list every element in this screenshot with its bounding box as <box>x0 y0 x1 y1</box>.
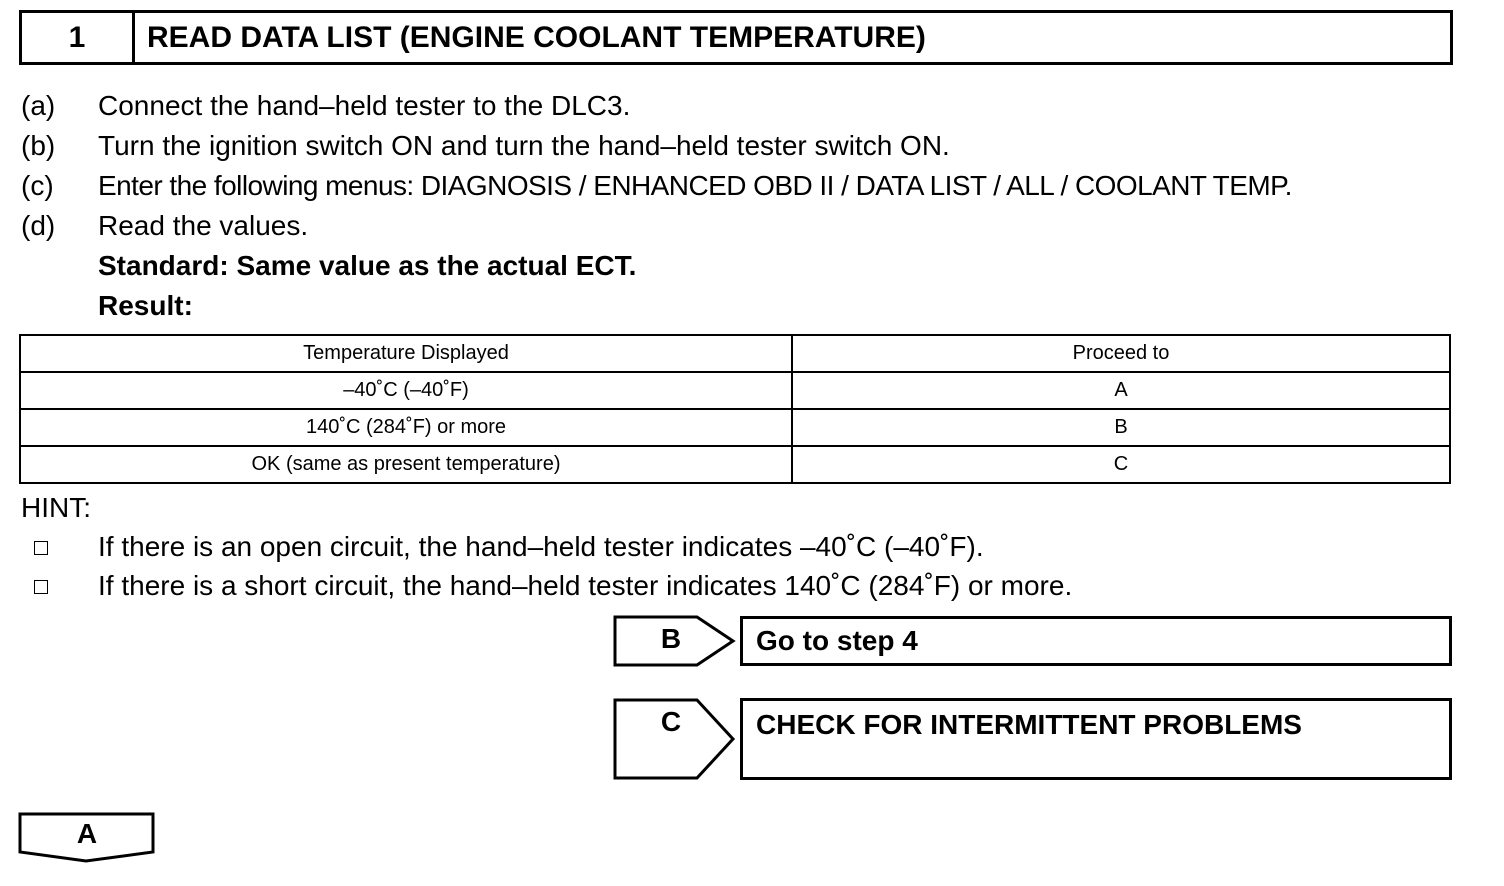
table-header-temperature: Temperature Displayed <box>20 335 792 372</box>
step-number: 1 <box>22 13 135 62</box>
table-header-row <box>20 335 1450 372</box>
hint-item: If there is an open circuit, the hand–held tester indicates –40˚C (–40˚F). <box>98 531 984 562</box>
branch-b-action: Go to step 4 <box>740 616 1452 666</box>
instruction-text-d: Read the values. <box>98 210 309 241</box>
table-cell-temperature: 140˚C (284˚F) or more <box>20 409 792 446</box>
table-row <box>20 446 1450 483</box>
result-label: Result: <box>98 290 193 321</box>
branch-b-letter: B <box>660 623 682 654</box>
step-title: READ DATA LIST (ENGINE COOLANT TEMPERATURE) <box>147 20 926 54</box>
instruction-mark-a: (a) <box>21 90 56 121</box>
continue-a-letter: A <box>76 818 98 849</box>
table-cell-proceed: C <box>792 446 1450 483</box>
table-cell-proceed: A <box>792 372 1450 409</box>
step-header <box>19 10 1453 65</box>
result-table <box>19 334 1451 484</box>
instruction-mark-d: (d) <box>21 210 56 241</box>
table-cell-proceed: B <box>792 409 1450 446</box>
instruction-mark-c: (c) <box>21 170 54 201</box>
table-header-proceed: Proceed to <box>792 335 1450 372</box>
table-cell-temperature: OK (same as present temperature) <box>20 446 792 483</box>
instruction-text-b: Turn the ignition switch ON and turn the hand–held tester switch ON. <box>98 130 950 161</box>
bullet-square-icon <box>34 580 48 594</box>
table-cell-temperature: –40˚C (–40˚F) <box>20 372 792 409</box>
bullet-square-icon <box>34 541 48 555</box>
instruction-mark-b: (b) <box>21 130 56 161</box>
hint-label: HINT: <box>21 492 91 523</box>
branch-c-action: CHECK FOR INTERMITTENT PROBLEMS <box>740 698 1452 780</box>
table-row <box>20 409 1450 446</box>
table-row <box>20 372 1450 409</box>
instruction-text-c: Enter the following menus: DIAGNOSIS / ENHANCED OBD II / DATA LIST / ALL / COOLANT TEMP. <box>98 170 1292 201</box>
branch-c-letter: C <box>660 706 682 737</box>
standard-text: Standard: Same value as the actual ECT. <box>98 250 637 281</box>
instruction-text-a: Connect the hand–held tester to the DLC3. <box>98 90 631 121</box>
hint-item: If there is a short circuit, the hand–held tester indicates 140˚C (284˚F) or more. <box>98 570 1073 601</box>
